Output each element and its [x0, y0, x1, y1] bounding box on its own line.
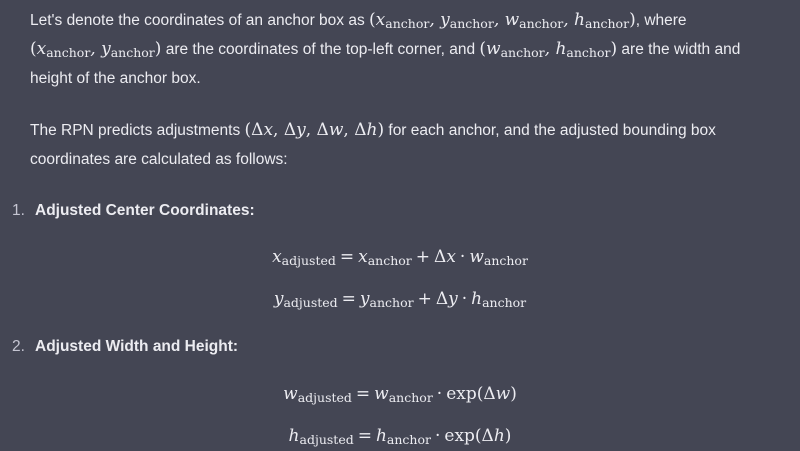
list-number: 1.	[12, 202, 25, 219]
paragraph-text: Let's denote the coordinates of an anchor box as	[30, 12, 370, 29]
paragraph-anchor-definition	[30, 6, 780, 93]
paragraph-text: The RPN predicts adjustments	[30, 122, 245, 139]
equation-x-adjusted: $x_{adjusted} = x_{anchor} + \Delta x \cdot w_{anchor}$	[272, 247, 528, 268]
paragraph-text: are the coordinates of the top-left corner, and	[161, 41, 480, 58]
list-number: 2.	[12, 338, 25, 355]
list-title: Adjusted Center Coordinates:	[35, 202, 255, 219]
anchor-corner-math: ($x_{anchor}$, $y_{anchor}$)	[30, 39, 162, 60]
equation-h-adjusted: $h_{adjusted} = h_{anchor} \cdot \exp(\Delta h)$	[288, 426, 512, 447]
delta-tuple-math: (Δx, Δy, Δw, Δh)	[244, 120, 385, 140]
paragraph-text: , where	[635, 12, 687, 29]
anchor-size-math: ($w_{anchor}$, $h_{anchor}$)	[479, 39, 618, 60]
list-item-center-coordinates	[12, 199, 780, 223]
list-title: Adjusted Width and Height:	[35, 338, 239, 355]
paragraph-text: for each anchor, and the adjusted bounding box coordinates are calculated as follows:	[30, 122, 716, 168]
equation-y-adjusted: $y_{adjusted} = y_{anchor} + \Delta y \cdot h_{anchor}$	[273, 289, 527, 310]
paragraph-text: are the width and height of the anchor box.	[30, 41, 741, 87]
anchor-tuple-math: ($x_{anchor}$, $y_{anchor}$, $w_{anchor}$, $h_{anchor}$)	[369, 10, 636, 31]
list-item-width-height	[12, 335, 780, 359]
equation-w-adjusted: $w_{adjusted} = w_{anchor} \cdot \exp(\Delta w)$	[283, 384, 517, 405]
paragraph-rpn-adjustments	[30, 116, 780, 174]
